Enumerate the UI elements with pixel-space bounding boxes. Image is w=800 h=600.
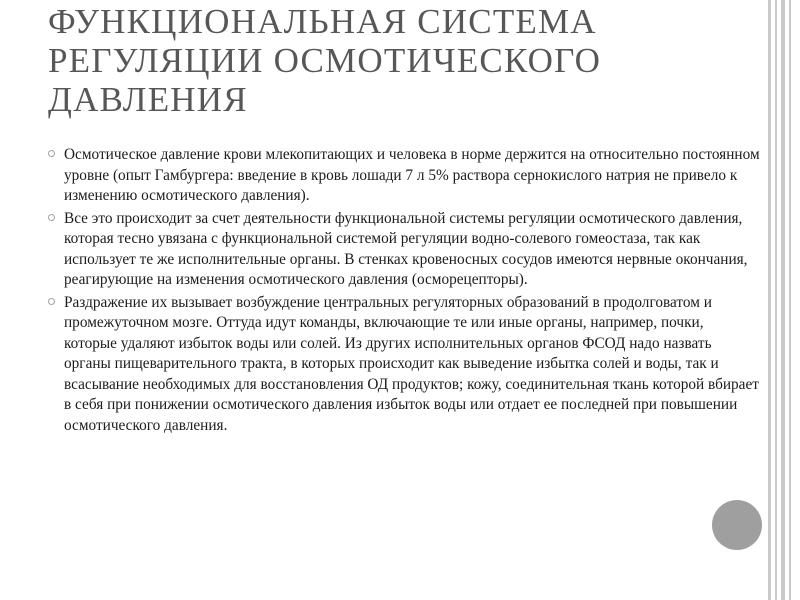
slide-title: ФУНКЦИОНАЛЬНАЯ СИСТЕМА РЕГУЛЯЦИИ ОСМОТИЧЕСКОГО ДАВЛЕНИЯ [48, 2, 602, 119]
bullet-list [48, 145, 760, 438]
slide-right-border [766, 0, 800, 600]
decorative-circle-icon [712, 500, 762, 550]
bullet-text: Раздражение их вызывает возбуждение центральных регуляторных образований в продолговатом и промежуточном мозге. Оттуда идут команды, включающие те или иные органы, например, почки, которые удаляют избыток воды или солей. Из других исполнительных органов ФСОД надо назвать органы пищеварительного тракта, в которых происходит как выведение избытка солей и воды, так и всасывание необходимых для восстановления ОД продуктов; кожу, соединительная ткань которой вбирает в себя при понижении осмотического давления избыток воды или отдает ее последней при повышении осмотического давления. [64, 293, 759, 434]
bullet-circle-icon [48, 150, 55, 157]
bullet-text: Все это происходит за счет деятельности функциональной системы регуляции осмотического давления, которая тесно увязана с функциональной системой регуляции водно-солевого гомеостаза, так как использует те же исполнительные органы. В стенках кровеносных сосудов имеются нервные окончания, реагирующие на изменения осмотического давления (осморецепторы). [64, 209, 748, 288]
bullet-item [48, 145, 760, 207]
bullet-circle-icon [48, 214, 55, 221]
bullet-circle-icon [48, 298, 55, 305]
bullet-item [48, 293, 760, 437]
bullet-text: Осмотическое давление крови млекопитающих и человека в норме держится на относительно постоянном уровне (опыт Гамбургера: введение в кровь лошади 7 л 5% раствора сернокислого натрия не привело к изменению осмотического давления). [64, 146, 760, 204]
bullet-item [48, 209, 760, 291]
